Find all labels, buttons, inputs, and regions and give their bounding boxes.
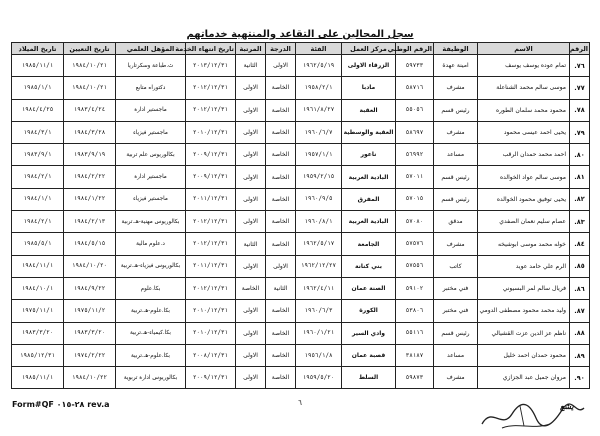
cell-cadre: ١٩٦٢/٥/١٧ (296, 233, 342, 255)
cell-hire-date: ١٩٨٤/١٠/٢١ (64, 55, 116, 77)
cell-level: الاولى (236, 99, 266, 121)
cell-num: ٨٧. (570, 300, 590, 322)
table-row (12, 300, 590, 322)
table-row (12, 99, 590, 121)
cell-grade: الاولى (266, 55, 296, 77)
table-row (12, 77, 590, 99)
cell-emp-no: ٥٩٧٣٣ (396, 55, 434, 77)
cell-qualification: بكا.علوم (116, 277, 186, 299)
cell-job: امينة عهدة (434, 55, 478, 77)
cell-num: ٨١. (570, 166, 590, 188)
cell-end-date: ٢٠٠٩/١٢/٣١ (186, 367, 236, 389)
cell-num: ٨٦. (570, 277, 590, 299)
cell-level: الاولى (236, 322, 266, 344)
signature-caption: يشع (560, 402, 574, 411)
cell-emp-no: ٥٩٨٧٣ (396, 367, 434, 389)
cell-qualification: بكا.علوم-هـ.تربية (116, 344, 186, 366)
cell-birth-date: ١٩٨٤/١٠/١ (12, 277, 64, 299)
cell-end-date: ٢٠١٠/١٢/٣١ (186, 121, 236, 143)
cell-job: رئيس قسم (434, 188, 478, 210)
cell-cadre: ١٩٦٠/٨/١ (296, 211, 342, 233)
cell-job: رئيس قسم (434, 99, 478, 121)
cell-name: مروان جميل عبد الجزازي (478, 367, 570, 389)
cell-end-date: ٢٠٠٩/١٢/٣١ (186, 144, 236, 166)
cell-job: مشرف (434, 367, 478, 389)
cell-workplace: السلط (342, 367, 396, 389)
cell-hire-date: ١٩٨٣/٩/١٩ (64, 144, 116, 166)
cell-workplace: المفرق (342, 188, 396, 210)
cell-name: عصام سليم نعمان الصفدي (478, 211, 570, 233)
cell-cadre: ١٩٥٩/٥/٢٠ (296, 367, 342, 389)
cell-grade: الخاصة (266, 300, 296, 322)
signature-image (472, 396, 592, 436)
cell-hire-date: ١٩٨٤/٢/١٣ (64, 211, 116, 233)
cell-level: الخاصة (236, 277, 266, 299)
cell-end-date: ٢٠١٢/١٢/٣١ (186, 233, 236, 255)
header-grade: الدرجة (266, 43, 296, 55)
cell-grade: الخاصة (266, 211, 296, 233)
cell-birth-date: ١٩٨٤/٢/١ (12, 211, 64, 233)
table-row (12, 255, 590, 277)
cell-level: الاولى (236, 344, 266, 366)
cell-emp-no: ٥٥٠٥٦ (396, 99, 434, 121)
header-workplace: مركز العمل (342, 43, 396, 55)
cell-name: يحيى توفيق محمود الخوالده (478, 188, 570, 210)
header-birth-date: تاريخ الميلاد (12, 43, 64, 55)
form-code: Form#QF ٢٨-٠١٥ rev.a (12, 400, 110, 409)
table-row (12, 322, 590, 344)
table-body (12, 55, 590, 389)
cell-qualification: ماجستير فيزياء (116, 121, 186, 143)
cell-job: رئيس قسم (434, 322, 478, 344)
cell-emp-no: ٥٧٥٥٦ (396, 255, 434, 277)
cell-emp-no: ٥٥١١٦ (396, 322, 434, 344)
table-row (12, 211, 590, 233)
cell-name: تمام عوده يوسف يوسف (478, 55, 570, 77)
cell-hire-date: ١٩٨٣/٣/٢٠ (64, 322, 116, 344)
header-name: الاسم (478, 43, 570, 55)
cell-name: وليد محمد محمود مصطفى الدومي (478, 300, 570, 322)
retirees-table (11, 42, 590, 389)
cell-cadre: ١٩٦٠/٦/٧ (296, 121, 342, 143)
cell-birth-date: ١٩٨٤/٣/١ (12, 121, 64, 143)
cell-qualification: ماجستير ادارة (116, 166, 186, 188)
cell-num: ٨٣. (570, 211, 590, 233)
cell-cadre: ١٩٦٢/١٢/٢٧ (296, 255, 342, 277)
table-row (12, 121, 590, 143)
cell-num: ٧٨. (570, 99, 590, 121)
cell-birth-date: ١٩٨٣/٣/٢٠ (12, 322, 64, 344)
cell-emp-no: ٥٧٠٨٠ (396, 211, 434, 233)
header-end-date: تاريخ انتهاء الخدمة (175, 44, 234, 53)
cell-birth-date: ١٩٨٤/٢/١ (12, 166, 64, 188)
cell-birth-date: ١٩٨٤/١١/١ (12, 255, 64, 277)
header-num: الرقم (569, 44, 588, 53)
cell-end-date: ٢٠١٢/١٢/٣١ (186, 99, 236, 121)
cell-emp-no: ٥٦٩٩٢ (396, 144, 434, 166)
cell-end-date: ٢٠١٠/١٢/٣١ (186, 322, 236, 344)
table-row (12, 277, 590, 299)
cell-cadre: ١٩٦١/٨/٢٧ (296, 99, 342, 121)
cell-job: مساعد (434, 144, 478, 166)
cell-workplace: الصنة عمان (342, 277, 396, 299)
cell-job: مشرف (434, 121, 478, 143)
cell-level: الثانية (236, 55, 266, 77)
cell-emp-no: ٣٨١٨٧ (396, 344, 434, 366)
table-row (12, 344, 590, 366)
cell-hire-date: ١٩٨٤/٩/٢٢ (64, 277, 116, 299)
cell-workplace: الزرقاء الاولى (342, 55, 396, 77)
cell-num: ٧٧. (570, 77, 590, 99)
cell-hire-date: ١٩٧٥/١١/٢ (64, 300, 116, 322)
cell-name: محمود حمدان احمد خليل (478, 344, 570, 366)
cell-job: مساعد (434, 344, 478, 366)
cell-workplace: الكورة (342, 300, 396, 322)
cell-cadre: ١٩٥٧/١/١ (296, 144, 342, 166)
cell-num: ٨٠. (570, 144, 590, 166)
cell-hire-date: ١٩٨٤/١٠/٢٠ (64, 255, 116, 277)
cell-qualification: بكالوريوس مهنية-هـ.تربية (116, 211, 186, 233)
cell-name: موسى سالم محمد الشناعلة (478, 77, 570, 99)
cell-workplace: البادية الغربية (342, 166, 396, 188)
cell-name: فريال سالم لمر البسيوني (478, 277, 570, 299)
cell-end-date: ٢٠١١/١٢/٣١ (186, 188, 236, 210)
cell-cadre: ١٩٦٠/١/٢١ (296, 322, 342, 344)
cell-cadre: ١٩٦٠/٩/٥ (296, 188, 342, 210)
table-row (12, 166, 590, 188)
cell-workplace: ناعور (342, 144, 396, 166)
cell-end-date: ٢٠١١/١٢/٣١ (186, 255, 236, 277)
cell-grade: الخاصة (266, 99, 296, 121)
cell-birth-date: ١٩٨٥/١/١ (12, 77, 64, 99)
cell-level: الاولى (236, 188, 266, 210)
cell-birth-date: ١٩٨٥/١١/١ (12, 55, 64, 77)
cell-level: الاولى (236, 121, 266, 143)
cell-emp-no: ٥٣٨٠٦ (396, 300, 434, 322)
cell-cadre: ١٩٥٦/١/٨ (296, 344, 342, 366)
cell-num: ٨٤. (570, 233, 590, 255)
cell-grade: الخاصة (266, 144, 296, 166)
cell-name: يحيى احمد عيسى محمود (478, 121, 570, 143)
cell-num: ٨٥. (570, 255, 590, 277)
cell-workplace: مادبا (342, 77, 396, 99)
cell-end-date: ٢٠١٢/١٢/٣١ (186, 77, 236, 99)
cell-level: الاولى (236, 255, 266, 277)
cell-num: ٨٩. (570, 344, 590, 366)
cell-grade: الخاصة (266, 77, 296, 99)
cell-hire-date: ١٩٨٣/٤/٢٤ (64, 99, 116, 121)
cell-end-date: ٢٠١٠/١٢/٣١ (186, 300, 236, 322)
table-row (12, 144, 590, 166)
cell-hire-date: ١٩٨٤/٣/٢٨ (64, 121, 116, 143)
cell-birth-date: ١٩٨٣/٩/١ (12, 144, 64, 166)
cell-name: خوله محمد موسى ابوشيخه (478, 233, 570, 255)
cell-name: احمد محمد حمدان الرقب (478, 144, 570, 166)
cell-level: الاولى (236, 144, 266, 166)
cell-job: مشرف (434, 77, 478, 99)
cell-hire-date: ١٩٨٤/٥/١٥ (64, 233, 116, 255)
cell-workplace: وادي السير (342, 322, 396, 344)
cell-num: ٨٨. (570, 322, 590, 344)
cell-grade: الثانية (266, 277, 296, 299)
cell-workplace: الجامعة (342, 233, 396, 255)
cell-cadre: ١٩٦٢/٤/١١ (296, 277, 342, 299)
cell-hire-date: ١٩٨٤/١٠/٢١ (64, 77, 116, 99)
cell-end-date: ٢٠٠٩/١٢/٣١ (186, 166, 236, 188)
cell-job: فني مختبر (434, 277, 478, 299)
cell-workplace: العقبة (342, 99, 396, 121)
cell-grade: الاولى (266, 255, 296, 277)
cell-end-date: ٢٠١٢/١٢/٣١ (186, 277, 236, 299)
cell-level: الاولى (236, 77, 266, 99)
table-row (12, 188, 590, 210)
cell-workplace: البادية الغربية (342, 211, 396, 233)
cell-emp-no: ٥٧٥٧٦ (396, 233, 434, 255)
cell-birth-date: ١٩٨٤/١/١ (12, 188, 64, 210)
cell-job: مدقق (434, 211, 478, 233)
cell-level: الثانية (236, 233, 266, 255)
cell-qualification: ماجستير فيزياء (116, 188, 186, 210)
table-row (12, 233, 590, 255)
header-cadre: الفئة (296, 43, 342, 55)
cell-qualification: بكا.علوم-هـ.تربية (116, 300, 186, 322)
cell-emp-no: ٥٨٧١٦ (396, 77, 434, 99)
cell-num: ٨٢. (570, 188, 590, 210)
table-header-row (12, 43, 590, 55)
header-level: المرتبة (236, 43, 266, 55)
cell-birth-date: ١٩٨٥/١٢/٣١ (12, 344, 64, 366)
cell-qualification: بكا.كيمياء-هـ.تربية (116, 322, 186, 344)
cell-grade: الخاصة (266, 121, 296, 143)
cell-grade: الخاصة (266, 166, 296, 188)
cell-grade: الخاصة (266, 344, 296, 366)
cell-num: ٧٦. (570, 55, 590, 77)
cell-level: الاولى (236, 300, 266, 322)
cell-birth-date: ١٩٨٤/٤/٢٥ (12, 99, 64, 121)
cell-cadre: ١٩٦٢/٥/١٩ (296, 55, 342, 77)
cell-level: الاولى (236, 166, 266, 188)
cell-grade: الخاصة (266, 322, 296, 344)
cell-cadre: ١٩٥٩/٢/١٥ (296, 166, 342, 188)
cell-workplace: قصبة عمان (342, 344, 396, 366)
cell-job: مشرف (434, 233, 478, 255)
cell-name: محمود محمد سلمان الطوره (478, 99, 570, 121)
cell-num: ٧٩. (570, 121, 590, 143)
header-emp-no: الرقم الوطني (387, 44, 432, 53)
header-hire-date: تاريخ التعيين (64, 43, 116, 55)
cell-birth-date: ١٩٨٥/٥/١ (12, 233, 64, 255)
cell-qualification: بكالوريوس علم تربية (116, 144, 186, 166)
cell-hire-date: ١٩٧٤/٢/٢٢ (64, 344, 116, 366)
cell-qualification: د.علوم مالية (116, 233, 186, 255)
cell-birth-date: ١٩٨٥/١١/١ (12, 367, 64, 389)
cell-end-date: ٢٠١٢/١٢/٣١ (186, 211, 236, 233)
page-title: سجل المحالين على التقاعد والمنتهية خدماتهم (186, 29, 414, 40)
cell-birth-date: ١٩٧٥/١١/١ (12, 300, 64, 322)
cell-name: موسى سالم عواد الخوالده (478, 166, 570, 188)
page-number: ٦ (298, 399, 302, 407)
cell-num: ٩٠. (570, 367, 590, 389)
table-row (12, 55, 590, 77)
retirees-table-wrapper (11, 42, 589, 389)
cell-qualification: ماجستير ادارة (116, 99, 186, 121)
cell-grade: الخاصة (266, 367, 296, 389)
cell-emp-no: ٥٧٠١١ (396, 166, 434, 188)
cell-emp-no: ٥٨٦٩٧ (396, 121, 434, 143)
cell-grade: الخاصة (266, 188, 296, 210)
cell-end-date: ٢٠١٣/١٢/٣١ (186, 55, 236, 77)
cell-qualification: بكالوريوس فيزياء-هـ.تربية (116, 255, 186, 277)
cell-job: رئيس قسم (434, 166, 478, 188)
cell-name: الرم علي حامد عويد (478, 255, 570, 277)
cell-level: الاولى (236, 211, 266, 233)
header-job: الوظيفة (434, 43, 478, 55)
cell-cadre: ١٩٦٠/٦/٣ (296, 300, 342, 322)
cell-end-date: ٢٠٠٨/١٢/٣١ (186, 344, 236, 366)
cell-hire-date: ١٩٨٤/١٠/٢٢ (64, 367, 116, 389)
cell-name: ناظم عز الدين عزت القشيالي (478, 322, 570, 344)
cell-hire-date: ١٩٨٤/١/٢٢ (64, 188, 116, 210)
table-row (12, 367, 590, 389)
cell-qualification: بكالوريوس ادارة تربوية (116, 367, 186, 389)
cell-workplace: بني كنانة (342, 255, 396, 277)
header-qualification: المؤهل العلمي (116, 43, 186, 55)
cell-workplace: العقبة والوسطية (342, 121, 396, 143)
cell-job: كاتب (434, 255, 478, 277)
cell-cadre: ١٩٥٨/٢/١ (296, 77, 342, 99)
cell-level: الاولى (236, 367, 266, 389)
cell-job: فني مختبر (434, 300, 478, 322)
cell-emp-no: ٥٧٠١٥ (396, 188, 434, 210)
cell-hire-date: ١٩٨٤/٢/٢٢ (64, 166, 116, 188)
cell-emp-no: ٥٩١٠٢ (396, 277, 434, 299)
cell-qualification: ث.طباعة وسكرتاريا (116, 55, 186, 77)
cell-qualification: دكتوراه متابع (116, 77, 186, 99)
cell-grade: الخاصة (266, 233, 296, 255)
